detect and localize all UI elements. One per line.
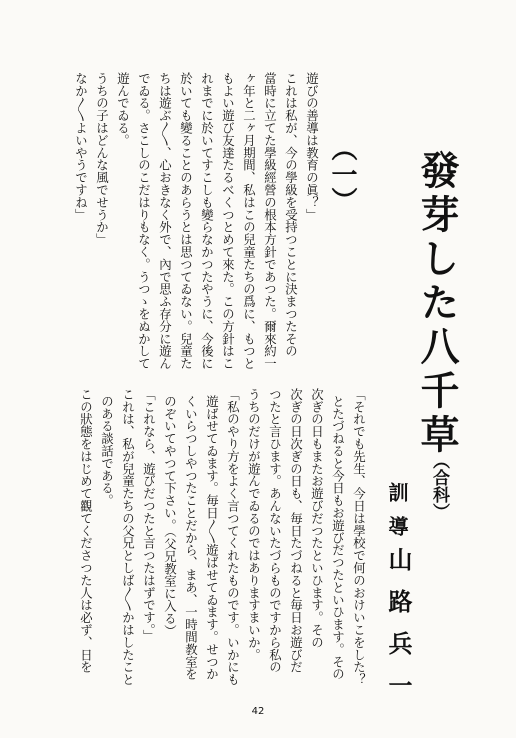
chapter-heading: （一） <box>327 135 357 213</box>
upper-column-5: もよい遊び友達たるべくつとめて來た。この方針はこ <box>220 72 236 370</box>
byline-role: 訓導 <box>385 482 409 550</box>
upper-column-10: 遊んでゐる。 <box>115 72 131 147</box>
lower-column-2: とたづねると今日もお遊びだつたといひます。その <box>330 395 346 681</box>
lower-column-9: くいらつしやつたことだから、まあ、一時間教室を <box>183 395 199 681</box>
lower-column-10: のぞいてやつて下さい。（父兄教室に入る） <box>162 395 178 637</box>
upper-column-1: 遊びの善導は教育の眞？」 <box>304 72 320 221</box>
upper-column-8: ちは遊ぶ〳〵、心おきなく外で、內で思ふ存分に遊ん <box>157 72 173 370</box>
lower-column-14: この狀態をはじめて觀てくださつた人は必ず、日を <box>78 388 94 674</box>
upper-column-3: 當時に立てた學級經營の根本方針であつた。爾來約一 <box>262 72 278 370</box>
lower-column-1: 「それでも先生、今日は學校で何のおけいこをした？ <box>351 388 367 686</box>
lower-column-8: 遊ばせてゐます。毎日〳〵遊ばせてゐます。せつか <box>204 395 220 681</box>
lower-column-11: 「これなら、遊びだつたと言つたはずです。」 <box>141 388 157 643</box>
page-number: 42 <box>251 706 265 717</box>
upper-column-9: でゐる。さこしのこだはりもなく。うつゝをぬかして <box>136 72 152 370</box>
lower-column-4: 次ぎの日次ぎの日も、毎日たづねると毎日お遊びだ <box>288 388 304 674</box>
article-subtitle: （合科） <box>429 452 449 520</box>
lower-column-13: のある談話である。 <box>99 395 115 507</box>
lower-column-5: つたと言ひます。あんないたづらものですから私の <box>267 388 283 674</box>
article-title: 發芽した八千草 <box>414 150 460 458</box>
upper-column-11: うちの子はどんな風でせうか」 <box>94 72 110 246</box>
upper-column-2: これは私が、今の學級を受持つことに決まつたその <box>283 72 299 358</box>
upper-column-7: 於いても變ることのあらうとは思つてゐない。兒童た <box>178 72 194 370</box>
upper-column-12: なか〳〵よいやうですね」 <box>73 72 89 221</box>
lower-column-12: これは、私が兒童たちの父兄としば〳〵かはしたこと <box>120 388 136 686</box>
lower-column-3: 次ぎの日もまたお遊びだつたといひます。その <box>309 388 325 649</box>
lower-column-6: うちのだけが遊んでゐるのではありますまいか。 <box>246 388 262 661</box>
byline-name: 山路兵一 <box>384 547 413 715</box>
upper-column-4: ヶ年と二ヶ月期間、私はこの兒童たちの爲に、もつと <box>241 72 257 370</box>
upper-column-6: れまでに於いてすこしも變らなかつたやうに、今後に <box>199 72 215 370</box>
lower-column-7: 「私のやり方をよく言つてくれたものです。いかにも <box>225 388 241 686</box>
